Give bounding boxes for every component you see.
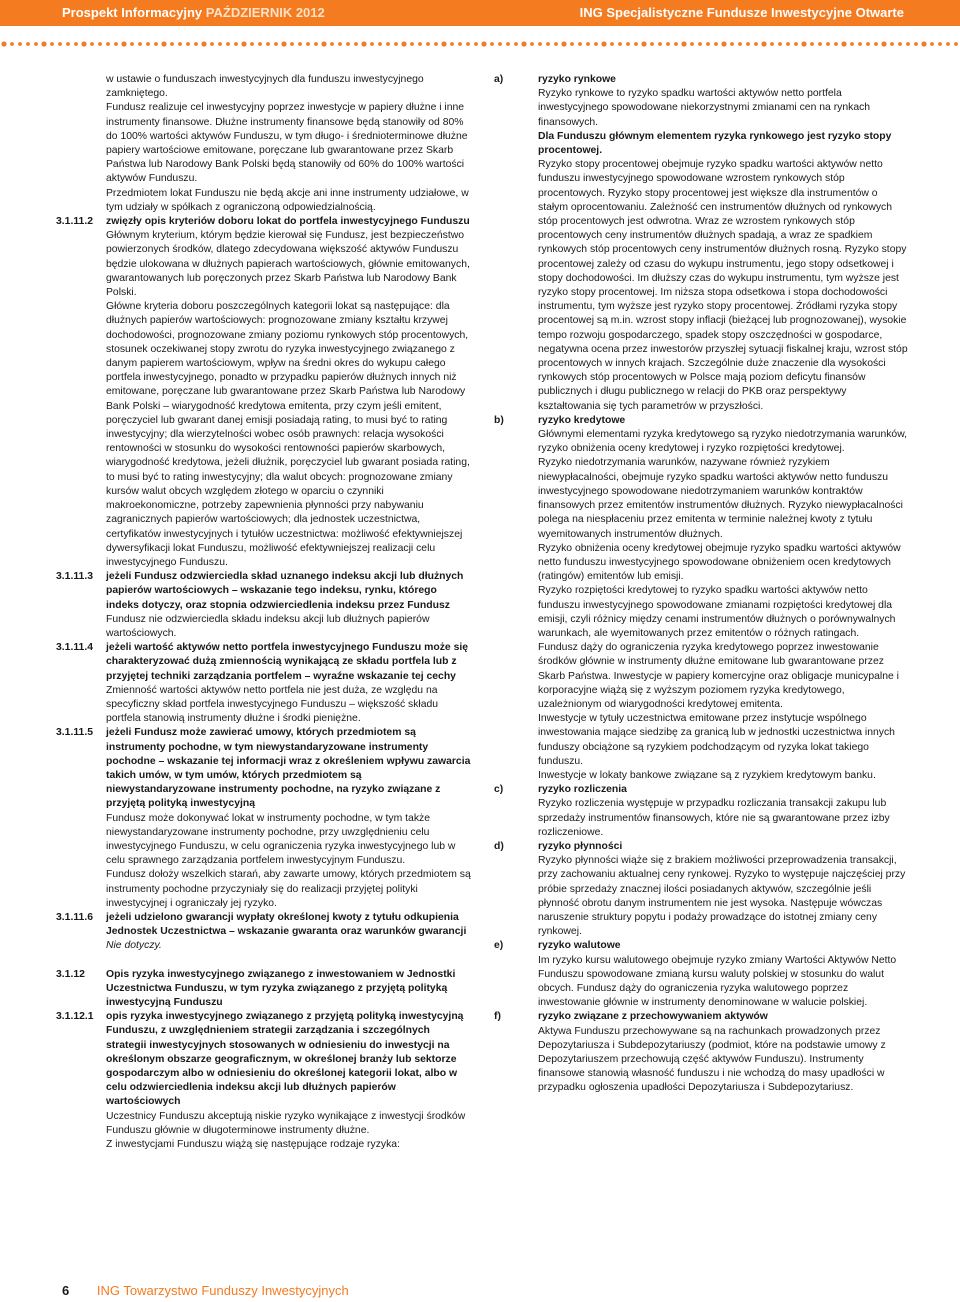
- item-heading: ryzyko kredytowe: [538, 414, 626, 426]
- divider-dot: [561, 41, 566, 46]
- divider-dot: [1, 41, 6, 46]
- divider-dot: [201, 41, 206, 46]
- page-number: 6: [62, 1283, 70, 1298]
- divider-dot: [146, 42, 150, 46]
- divider-dot: [514, 42, 518, 46]
- divider-dot: [154, 42, 158, 46]
- item-body-bold: Dla Funduszu głównym elementem ryzyka rynkowego jest ryzyko stopy procentowej.: [538, 130, 892, 157]
- divider-dot: [194, 42, 198, 46]
- section-body: Głównym kryterium, którym będzie kierował się Fundusz, jest bezpieczeństwo powierzonych środków, dlatego zdecydowana większość aktywów Funduszu będzie ulokowana w dłużnych papierach wartościowych, głównie emitowanych, gwarantowanych lub poręczonych przez Skarb Państwa lub Narodowy Bank Polski.: [106, 230, 470, 299]
- divider-dot: [530, 42, 534, 46]
- divider-dot: [914, 42, 918, 46]
- divider-dot: [441, 41, 446, 46]
- divider-dot: [714, 42, 718, 46]
- section-number: 3.1.12.1: [56, 1011, 94, 1023]
- divider-dot: [18, 42, 22, 46]
- risk-item-b: [494, 414, 908, 783]
- section-heading: opis ryzyka inwestycyjnego związanego z przyjętą polityką inwestycyjną Funduszu, z uwzględnieniem strategii zarządzania i szczególnych strategii inwestycyjnych stosowanych w odniesieniu do inwestycji na określonym obszarze geograficznym, w określonej branży lub sektorze gospodarczym albo w odniesieniu do określonej kategorii lokat, albo w celu odzwierciedlenia indeksu akcji lub dłużnych papierów wartościowych: [106, 1011, 464, 1108]
- item-letter: c): [494, 784, 504, 796]
- divider-dot: [241, 41, 246, 46]
- section-3-1-11-6: [56, 911, 472, 954]
- divider-dot: [170, 42, 174, 46]
- item-body: Ryzyko niedotrzymania warunków, nazywane również ryzykiem niewypłacalności, obejmuje ryzyko spadku wartości aktywów netto funduszu inwestycyjnego spowodowane niedotrzymaniem warunków kontraktów finansowych przez emitentów instrumentów dłużnych. Ryzyko niewypłacalności polega na niespłaceniu przez emitenta w terminie należnej kwoty z tytułu wyemitowanych instrumentów dłużnych.: [538, 457, 903, 540]
- divider-dot: [354, 42, 358, 46]
- divider-dot: [666, 42, 670, 46]
- item-letter: a): [494, 74, 504, 85]
- divider-dot: [466, 42, 470, 46]
- divider-dot: [594, 42, 598, 46]
- footer-company: ING Towarzystwo Funduszy Inwestycyjnych: [96, 1283, 349, 1298]
- divider-dot: [178, 42, 182, 46]
- divider-dot: [234, 42, 238, 46]
- divider-dot: [921, 41, 926, 46]
- section-body: Zmienność wartości aktywów netto portfela nie jest duża, ze względu na specyficzny skład portfela inwestycyjnego Funduszu – większość składu portfela stanowią instrumenty dłużne i środki pieniężne.: [106, 684, 439, 725]
- divider-dot: [626, 42, 630, 46]
- section-heading: Opis ryzyka inwestycyjnego związanego z inwestowaniem w Jednostki Uczestnictwa Funduszu, w tym ryzyka związanego z przyjętą polityką inwestycyjną Funduszu: [106, 968, 456, 1008]
- divider-dot: [770, 42, 774, 46]
- divider-dot: [81, 41, 86, 46]
- divider-dot: [250, 42, 254, 46]
- divider-dot: [738, 42, 742, 46]
- item-heading: ryzyko rozliczenia: [538, 784, 627, 796]
- item-body: Ryzyko płynności wiąże się z brakiem możliwości przeprowadzenia transakcji, przy zachowaniu aktualnej ceny rynkowej. Ryzyko to występuje najczęściej przy próbie sprzedaży znacznej ilości posiadanych aktywów, szczególnie jeśli płynność obrotu danym instrumentem nie jest wysoka. Następuje wówczas naruszenie struktury popytu i podaży prowadzące do istotnej zmiany ceny rynkowej.: [538, 855, 906, 938]
- divider-dot: [706, 42, 710, 46]
- divider-dot: [321, 41, 326, 46]
- section-heading: jeżeli Fundusz może zawierać umowy, których przedmiotem są instrumenty pochodne, w tym niewystandaryzowane instrumenty pochodne – wskazanie tej informacji wraz z określeniem wpływu zawarcia takich umów, w tym umów, których przedmiotem są niewystandaryzowane instrumenty pochodne, na ryzyko związane z przyjętą polityką inwestycyjną: [106, 727, 471, 810]
- header-date: PAŹDZIERNIK 2012: [205, 5, 325, 20]
- divider-dot: [338, 42, 342, 46]
- divider-dot: [730, 42, 734, 46]
- divider-dot: [658, 42, 662, 46]
- divider-dot: [274, 42, 278, 46]
- risk-item-c: [494, 783, 908, 840]
- divider-dot: [298, 42, 302, 46]
- divider-dot: [554, 42, 558, 46]
- section-number: 3.1.11.5: [56, 727, 93, 739]
- divider-dot: [601, 41, 606, 46]
- divider-dot: [226, 42, 230, 46]
- divider-dot: [634, 42, 638, 46]
- left-column: [56, 73, 472, 1152]
- divider-dot: [521, 41, 526, 46]
- divider-dot: [786, 42, 790, 46]
- divider-dot: [721, 41, 726, 46]
- divider-dot: [401, 41, 406, 46]
- item-body: Im ryzyko kursu walutowego obejmuje ryzyko zmiany Wartości Aktywów Netto Funduszu spowodowane zmianą kursu waluty polskiej w stosunku do walut obcych. Fundusz dąży do ograniczenia ryzyka walutowego poprzez inwestowanie głównie w instrumenty denominowane w walucie polskiej.: [538, 954, 897, 1009]
- section-heading: jeżeli wartość aktywów netto portfela inwestycyjnego Funduszu może się charakteryzować dużą zmiennością wynikającą ze składu portfela lub z przyjętej techniki zarządzania portfelem – wyraźne wskazanie tej cechy: [106, 642, 469, 682]
- divider-dot: [58, 42, 62, 46]
- divider-dot: [458, 42, 462, 46]
- section-heading: jeżeli udzielono gwarancji wypłaty określonej kwoty z tytułu odkupienia Jednostek Uczestnictwa – wskazanie gwaranta oraz warunków gwarancji: [106, 911, 467, 938]
- divider-dot: [426, 42, 430, 46]
- divider-dot: [881, 41, 886, 46]
- item-body: Ryzyko rozliczenia występuje w przypadku rozliczania transakcji zakupu lub sprzedaży instrumentów finansowych, które nie są gwarantowane przez izby rozliczeniowe.: [538, 798, 890, 838]
- item-body: Fundusz dąży do ograniczenia ryzyka kredytowego poprzez inwestowanie środków głównie w instrumenty dłużne emitowane lub gwarantowane przez Skarb Państwa. Inwestycje w papiery komercyjne oraz obligacje municypalne i korporacyjne wiążą się z wyższym poziomem ryzyka kredytowego, uzależnionym od wiarygodności kredytowej emitenta.: [538, 642, 899, 710]
- divider-dot: [578, 42, 582, 46]
- divider-dot: [66, 42, 70, 46]
- divider-dot: [690, 42, 694, 46]
- divider-dot: [370, 42, 374, 46]
- section-body: Główne kryteria doboru poszczególnych kategorii lokat są następujące: dla dłużnych papierów wartościowych: prognozowane zmiany kształtu krzywej dochodowości, prognozowane zmiany poziomu rynkowych stóp procentowych, stosunek oczekiwanej stopy zwrotu do ryzyka inwestycyjnego związanego z danym papierem wartościowym, wpływ na średni okres do wykupu całego portfela inwestycyjnego, ponadto w przypadku papierów dłużnych innych niż emitowane, poręczane lub gwarantowane przez Skarb Państwa lub Narodowy Bank Polski – wiarygodność kredytowa emitenta, przy czym jeśli emitent, poręczyciel lub gwarant danej emisji posiadają rating, to musi być to rating inwestycyjny; dla wierzytelności wobec osób prawnych: relacja wysokości rentowności w stosunku do wysokości rentowności papierów skarbowych, wiarygodność kredytowa, jeżeli dłużnik, poręczyciel lub gwarant posiada rating, to musi być to rating inwestycyjny; dla walut obcych: prognozowane zmiany kursów walut obcych względem złotego w oparciu o czynniki makroekonomiczne, potrzeby zapewnienia płynności przy nabywaniu zagranicznych papierów wartościowych; dla jednostek uczestnictwa, certyfikatów inwestycyjnych i tytułów uczestnictwa: możliwość efektywniejszej dywersyfikacji lokat Funduszu, możliwość efektywniejszej realizacji celu inwestycyjnego Funduszu.: [106, 301, 470, 568]
- divider-dot: [410, 42, 414, 46]
- divider-dot: [650, 42, 654, 46]
- divider-dot: [34, 42, 38, 46]
- divider-dot: [121, 41, 126, 46]
- divider-dot: [130, 42, 134, 46]
- divider-dot: [698, 42, 702, 46]
- divider-dot: [826, 42, 830, 46]
- dotted-divider: [0, 40, 960, 48]
- section-3-1-11-2: [56, 215, 472, 570]
- divider-dot: [386, 42, 390, 46]
- item-heading: ryzyko związane z przechowywaniem aktywów: [538, 1011, 768, 1023]
- right-column: [494, 73, 908, 1096]
- divider-dot: [290, 42, 294, 46]
- item-body: Głównymi elementami ryzyka kredytowego są ryzyko niedotrzymania warunków, ryzyko obniżenia oceny kredytowej i ryzyko rozpiętości kredytowej.: [538, 429, 908, 455]
- section-3-1-11-3: [56, 570, 472, 641]
- divider-dot: [810, 42, 814, 46]
- section-3-1-11-4: [56, 641, 472, 726]
- section-body: Fundusz może dokonywać lokat w instrumenty pochodne, w tym także niewystandaryzowane instrumenty pochodne, przy uwzględnieniu celu inwestycyjnego Funduszu, w celu ograniczenia ryzyka inwestycyjnego lub w celu sprawnego zarządzania portfelem inwestycyjnym Funduszu.: [106, 812, 456, 867]
- item-body: Inwestycje w lokaty bankowe związane są z ryzykiem kredytowym banku.: [538, 769, 876, 781]
- item-body: Ryzyko obniżenia oceny kredytowej obejmuje ryzyko spadku wartości aktywów netto funduszu inwestycyjnego spowodowane obniżeniem ocen kredytowych (ratingów) emitentów lub emisji.: [538, 542, 901, 583]
- divider-dot: [418, 42, 422, 46]
- item-letter: e): [494, 940, 504, 952]
- divider-dot: [801, 41, 806, 46]
- divider-dot: [794, 42, 798, 46]
- divider-dot: [538, 42, 542, 46]
- item-heading: ryzyko płynności: [538, 840, 623, 852]
- divider-dot: [281, 41, 286, 46]
- section-body: Uczestnicy Funduszu akceptują niskie ryzyko wynikające z inwestycji środków Funduszu głównie w długoterminowe instrumenty dłużne.: [106, 1110, 466, 1136]
- divider-dot: [674, 42, 678, 46]
- risk-item-f: [494, 1010, 908, 1095]
- divider-dot: [330, 42, 334, 46]
- risk-item-a: [494, 73, 908, 414]
- divider-dot: [186, 42, 190, 46]
- divider-dot: [761, 41, 766, 46]
- divider-dot: [546, 42, 550, 46]
- item-letter: d): [494, 840, 504, 852]
- risk-item-d: [494, 840, 908, 939]
- divider-dot: [474, 42, 478, 46]
- divider-dot: [898, 42, 902, 46]
- divider-dot: [641, 41, 646, 46]
- divider-dot: [866, 42, 870, 46]
- item-body: Ryzyko stopy procentowej obejmuje ryzyko spadku wartości aktywów netto funduszu inwestycyjnego spowodowane wzrostem rynkowych stóp procentowych. Ryzyko stopy procentowej jest większe dla instrumentów o stałym oprocentowaniu. Zależność cen instrumentów dłużnych od rynkowych stóp procentowych jest odwrotna. Wraz ze wzrostem rynkowych stóp procentowych ceny instrumentów dłużnych spadają, a wraz ze spadkiem rynkowych stóp procentowych ceny instrumentów dłużnych rosną. Ryzyko stopy procentowej zależy od czasu do wykupu instrumentu, jego stopy odsetkowej i stopy dochodowości. Im dłuższy czas do wykupu instrumentu, tym wyższe jest ryzyko stopy procentowej. Im niższa stopa odsetkowa i stopa dochodowości instrumentu, tym wyższe jest ryzyko stopy procentowej. Źródłami ryzyka stopy procentowej są m.in. wzrost stopy inflacji (bieżącej lub prognozowanej), wysokie tempo rozwoju gospodarczego, spadek stopy oszczędności w gospodarce, negatywna ocena przez inwestorów przyszłej sytuacji fiskalnej kraju, wzrost stóp procentowych w innych krajach. Szczególnie duże znaczenie dla wysokości rynkowych stóp procentowych w Polsce mają poziom deficytu finansów publicznych i długu publicznego w relacji do PKB oraz perspektywy kształtowania się tych parametrów w przyszłości.: [538, 159, 908, 412]
- left-para-3: Przedmiotem lokat Funduszu nie będą akcje ani inne instrumenty udziałowe, w tym udziały w spółkach z ograniczoną odpowiedzialnością.: [106, 187, 469, 213]
- section-number: 3.1.12: [56, 968, 85, 980]
- divider-dot: [114, 42, 118, 46]
- header-fund-name: ING Specjalistyczne Fundusze Inwestycyjne Otwarte: [579, 5, 904, 20]
- divider-dot: [618, 42, 622, 46]
- header-left: [62, 5, 325, 20]
- divider-dot: [361, 41, 366, 46]
- divider-dot: [306, 42, 310, 46]
- divider-dot: [434, 42, 438, 46]
- section-number: 3.1.11.4: [56, 642, 93, 654]
- divider-dot: [930, 42, 934, 46]
- item-letter: b): [494, 414, 504, 426]
- divider-dot: [74, 42, 78, 46]
- section-body: Fundusz dołoży wszelkich starań, aby zawarte umowy, których przedmiotem są instrumenty pochodne przyczyniały się do realizacji przyjętej polityki inwestycyjnej i ograniczały jej ryzyko.: [106, 869, 471, 909]
- divider-dot: [98, 42, 102, 46]
- divider-dot: [266, 42, 270, 46]
- section-number: 3.1.11.6: [56, 911, 93, 923]
- divider-dot: [906, 42, 910, 46]
- divider-dot: [210, 42, 214, 46]
- divider-dot: [498, 42, 502, 46]
- divider-dot: [394, 42, 398, 46]
- divider-dot: [681, 41, 686, 46]
- divider-dot: [818, 42, 822, 46]
- divider-dot: [858, 42, 862, 46]
- item-body: Ryzyko rozpiętości kredytowej to ryzyko spadku wartości aktywów netto funduszu inwestycyjnego spowodowane zmianami rozpiętości kredytowej dla emisji, czyli różnicy między cenami instrumentów dłużnych o porównywalnych warunkach, ale wyemitowanych przez emitentów o różnych ratingach.: [538, 585, 896, 639]
- left-para-2: Fundusz realizuje cel inwestycyjny poprzez inwestycje w papiery dłużne i inne instrumenty finansowe. Dłużne instrumenty finansowe będą stanowiły od 80% do 100% wartości aktywów Funduszu, w tym długo- i średnioterminowe dłużne papiery wartościowe emitowane, poręczane lub gwarantowane przez Skarb Państwa lub Narodowy Bank Polski będą stanowiły od 60% do 100% wartości aktywów Funduszu.: [106, 102, 468, 185]
- section-heading: zwięzły opis kryteriów doboru lokat do portfela inwestycyjnego Funduszu: [106, 216, 470, 228]
- section-body: Z inwestycjami Funduszu wiążą się następujące rodzaje ryzyka:: [106, 1139, 400, 1151]
- divider-dot: [754, 42, 758, 46]
- divider-dot: [258, 42, 262, 46]
- item-body: Aktywa Funduszu przechowywane są na rachunkach prowadzonych przez Depozytariusza i Subdepozytariuszy (podmiot, które na podstawie umowy z Depozytariuszem przechowują część aktywów Funduszu). Instrumenty finansowe stanowią własność funduszu i nie wchodzą do masy upadłości w przypadku ogłoszenia upadłości Depozytariusza i Subdepozytariusz.: [538, 1025, 886, 1094]
- divider-dot: [946, 42, 950, 46]
- divider-dot: [378, 42, 382, 46]
- risk-item-e: [494, 939, 908, 1010]
- divider-dot: [746, 42, 750, 46]
- top-header-bar: [0, 0, 960, 26]
- section-3-1-12: [56, 968, 472, 1011]
- section-heading: jeżeli Fundusz odzwierciedla skład uznanego indeksu akcji lub dłużnych papierów wartościowych – wskazanie tego indeksu, rynku, którego indeks dotyczy, oraz stopnia odzwierciedlenia indeksu przez Fundusz: [106, 571, 464, 611]
- spacer: [56, 954, 472, 968]
- section-3-1-12-1: [56, 1010, 472, 1152]
- divider-dot: [138, 42, 142, 46]
- divider-dot: [610, 42, 614, 46]
- section-body: Nie dotyczy.: [106, 940, 162, 952]
- divider-dot: [506, 42, 510, 46]
- divider-dot: [954, 42, 958, 46]
- divider-dot: [346, 42, 350, 46]
- divider-dot: [10, 42, 14, 46]
- divider-dot: [26, 42, 30, 46]
- divider-dot: [161, 41, 166, 46]
- section-3-1-11-5: [56, 726, 472, 911]
- divider-dot: [41, 41, 46, 46]
- divider-dot: [841, 41, 846, 46]
- divider-dot: [890, 42, 894, 46]
- item-letter: f): [494, 1011, 501, 1023]
- divider-dot: [218, 42, 222, 46]
- divider-dot: [106, 42, 110, 46]
- page-footer: [62, 1283, 349, 1298]
- divider-dot: [50, 42, 54, 46]
- left-para-1: w ustawie o funduszach inwestycyjnych dla funduszu inwestycyjnego zamkniętego.: [106, 74, 424, 100]
- divider-dot: [481, 41, 486, 46]
- header-prospectus-title: Prospekt Informacyjny: [62, 5, 203, 20]
- divider-dot: [490, 42, 494, 46]
- divider-dot: [586, 42, 590, 46]
- divider-dot: [850, 42, 854, 46]
- divider-dot: [938, 42, 942, 46]
- section-number: 3.1.11.3: [56, 571, 93, 583]
- divider-dot: [450, 42, 454, 46]
- divider-dot: [314, 42, 318, 46]
- section-number: 3.1.11.2: [56, 216, 93, 228]
- divider-dot: [778, 42, 782, 46]
- item-body: Ryzyko rynkowe to ryzyko spadku wartości aktywów netto portfela inwestycyjnego spowodowane niekorzystnymi zmianami cen na rynkach finansowych.: [538, 88, 871, 128]
- divider-dot: [570, 42, 574, 46]
- item-heading: ryzyko walutowe: [538, 940, 621, 952]
- divider-dot: [90, 42, 94, 46]
- item-heading: ryzyko rynkowe: [538, 74, 616, 85]
- section-body: Fundusz nie odzwierciedla składu indeksu akcji lub dłużnych papierów wartościowych.: [106, 613, 430, 639]
- divider-dot: [834, 42, 838, 46]
- divider-dot: [874, 42, 878, 46]
- item-body: Inwestycje w tytuły uczestnictwa emitowane przez instytucje wspólnego inwestowania mające siedzibę za granicą lub w jednostki uczestnictwa innych funduszy obciążone są ryzykiem podchodzącym od ryzyka lokat takiego funduszu.: [538, 713, 895, 767]
